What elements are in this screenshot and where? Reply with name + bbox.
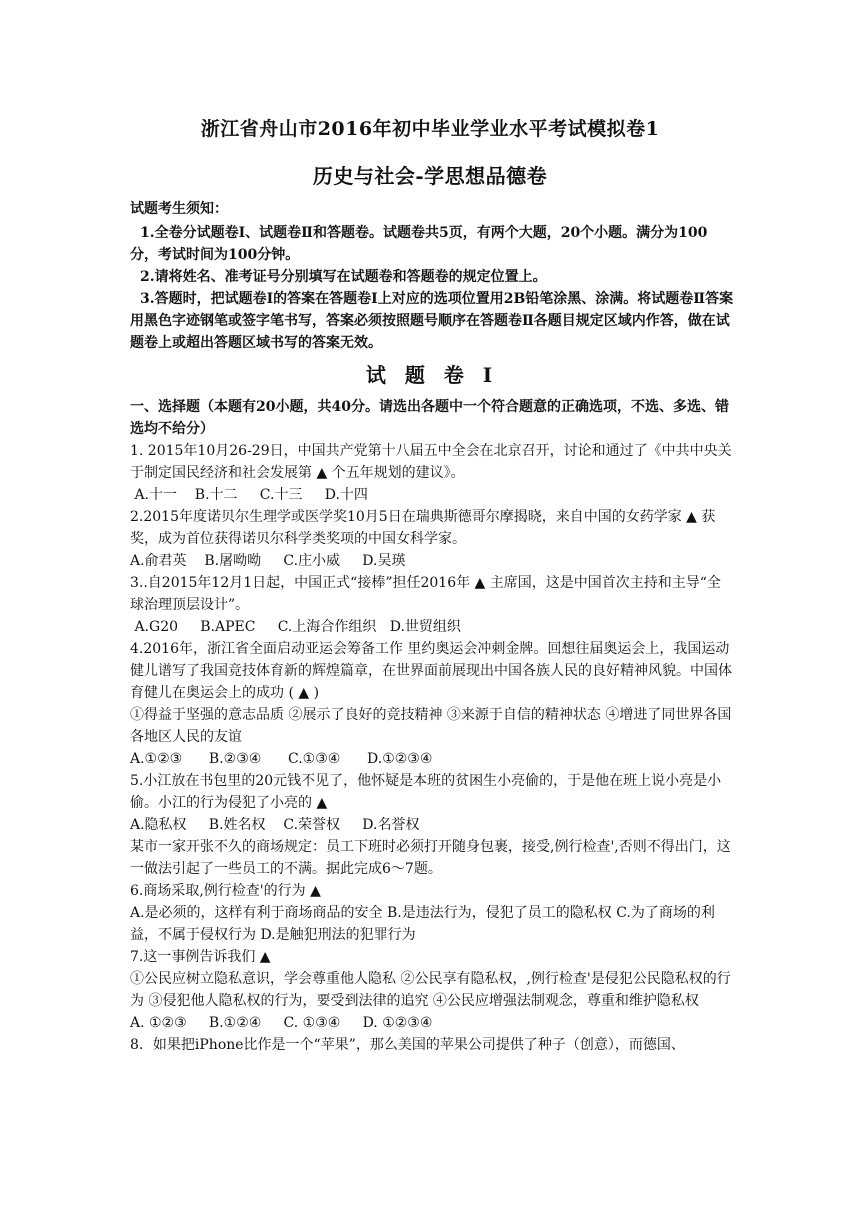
- exam-title: 浙江省舟山市2016年初中毕业学业水平考试模拟卷1: [200, 118, 660, 140]
- question-6-options: A.是必须的，这样有利于商场商品的安全 B.是违法行为，侵犯了员工的隐私权 C.为了商场的利益，不属于侵权行为 D.是触犯刑法的犯罪行为: [130, 905, 715, 943]
- question-2-stem: 2.2015年度诺贝尔生理学或医学奖10月5日在瑞典斯德哥尔摩揭晓，来自中国的女药学家 ▲ 获奖，成为首位获得诺贝尔科学类奖项的中国女科学家。: [130, 509, 716, 547]
- question-4-stem: 4.2016年，浙江省全面启动亚运会筹备工作 里约奥运会冲刺金牌。回想往届奥运会上，我国运动健儿谱写了我国竞技体育新的辉煌篇章，在世界面前展现出中国各族人民的良好精神风貌。中国体育健儿在奥运会上的成功 ( ▲ ): [130, 641, 732, 701]
- exam-content: [130, 198, 734, 1056]
- notice-item-1: 1.全卷分试题卷Ⅰ、试题卷Ⅱ和答题卷。试题卷共5页，有两个大题，20个小题。满分为100分，考试时间为100分钟。: [130, 225, 708, 263]
- question-3-options: A.G20 B.APEC C.上海合作组织 D.世贸组织: [130, 619, 461, 635]
- notice-item-2: 2.请将姓名、准考证号分别填写在试题卷和答题卷的规定位置上。: [140, 269, 547, 285]
- question-7-items: ①公民应树立隐私意识，学会尊重他人隐私 ②公民享有隐私权，,例行检查'是侵犯公民隐私权的行为 ③侵犯他人隐私权的行为，要受到法律的追究 ④公民应增强法制观念，尊重和维护隐私权: [130, 971, 731, 1009]
- notice-item-3: 3.答题时，把试题卷Ⅰ的答案在答题卷Ⅰ上对应的选项位置用2B铅笔涂黑、涂满。将试题卷Ⅱ答案用黑色字迹钢笔或签字笔书写，答案必须按照题号顺序在答题卷Ⅱ各题目规定区域内作答，做在试题卷上或超出答题区域书写的答案无效。: [130, 291, 734, 351]
- material-passage: 某市一家开张不久的商场规定：员工下班时必须打开随身包裹，接受,例行检查',否则不得出门，这一做法引起了一些员工的不满。据此完成6～7题。: [130, 839, 731, 877]
- question-6-stem: 6.商场采取,例行检查'的行为 ▲: [130, 883, 321, 899]
- section-heading: 一、选择题（本题有20小题，共40分。请选出各题中一个符合题意的正确选项，不选、多选、错选均不给分）: [130, 399, 729, 437]
- question-8-stem: 8．如果把iPhone比作是一个“苹果”，那么美国的苹果公司提供了种子（创意），而德国、: [130, 1037, 685, 1053]
- question-1-options: A.十一 B.十二 C.十三 D.十四: [130, 487, 368, 503]
- question-7-stem: 7.这一事例告诉我们 ▲: [130, 949, 271, 965]
- question-5-options: A.隐私权 B.姓名权 C.荣誉权 D.名誉权: [130, 817, 420, 833]
- question-3-stem: 3..自2015年12月1日起，中国正式“接棒”担任2016年 ▲ 主席国，这是中国首次主持和主导“全球治理顶层设计”。: [130, 575, 721, 613]
- question-4-options: A.①②③ B.②③④ C.①③④ D.①②③④: [130, 751, 433, 767]
- question-5-stem: 5.小江放在书包里的20元钱不见了，他怀疑是本班的贫困生小亮偷的，于是他在班上说小亮是小偷。小江的行为侵犯了小亮的 ▲: [130, 773, 722, 811]
- exam-subtitle: 历史与社会-学思想品德卷: [312, 164, 548, 188]
- part-title: 试 题 卷 Ⅰ: [365, 363, 499, 387]
- question-4-items: ①得益于坚强的意志品质 ②展示了良好的竞技精神 ③来源于自信的精神状态 ④增进了同世界各国各地区人民的友谊: [130, 707, 732, 745]
- question-2-options: A.俞君英 B.屠呦呦 C.庄小威 D.吴瑛: [130, 553, 406, 569]
- question-1-stem: 1. 2015年10月26-29日，中国共产党第十八届五中全会在北京召开，讨论和通过了《中共中央关于制定国民经济和社会发展第 ▲ 个五年规划的建议》。: [130, 443, 732, 481]
- notice-heading: 试题考生须知：: [130, 201, 228, 217]
- question-7-options: A. ①②③ B.①②④ C. ①③④ D. ①②③④: [130, 1015, 433, 1031]
